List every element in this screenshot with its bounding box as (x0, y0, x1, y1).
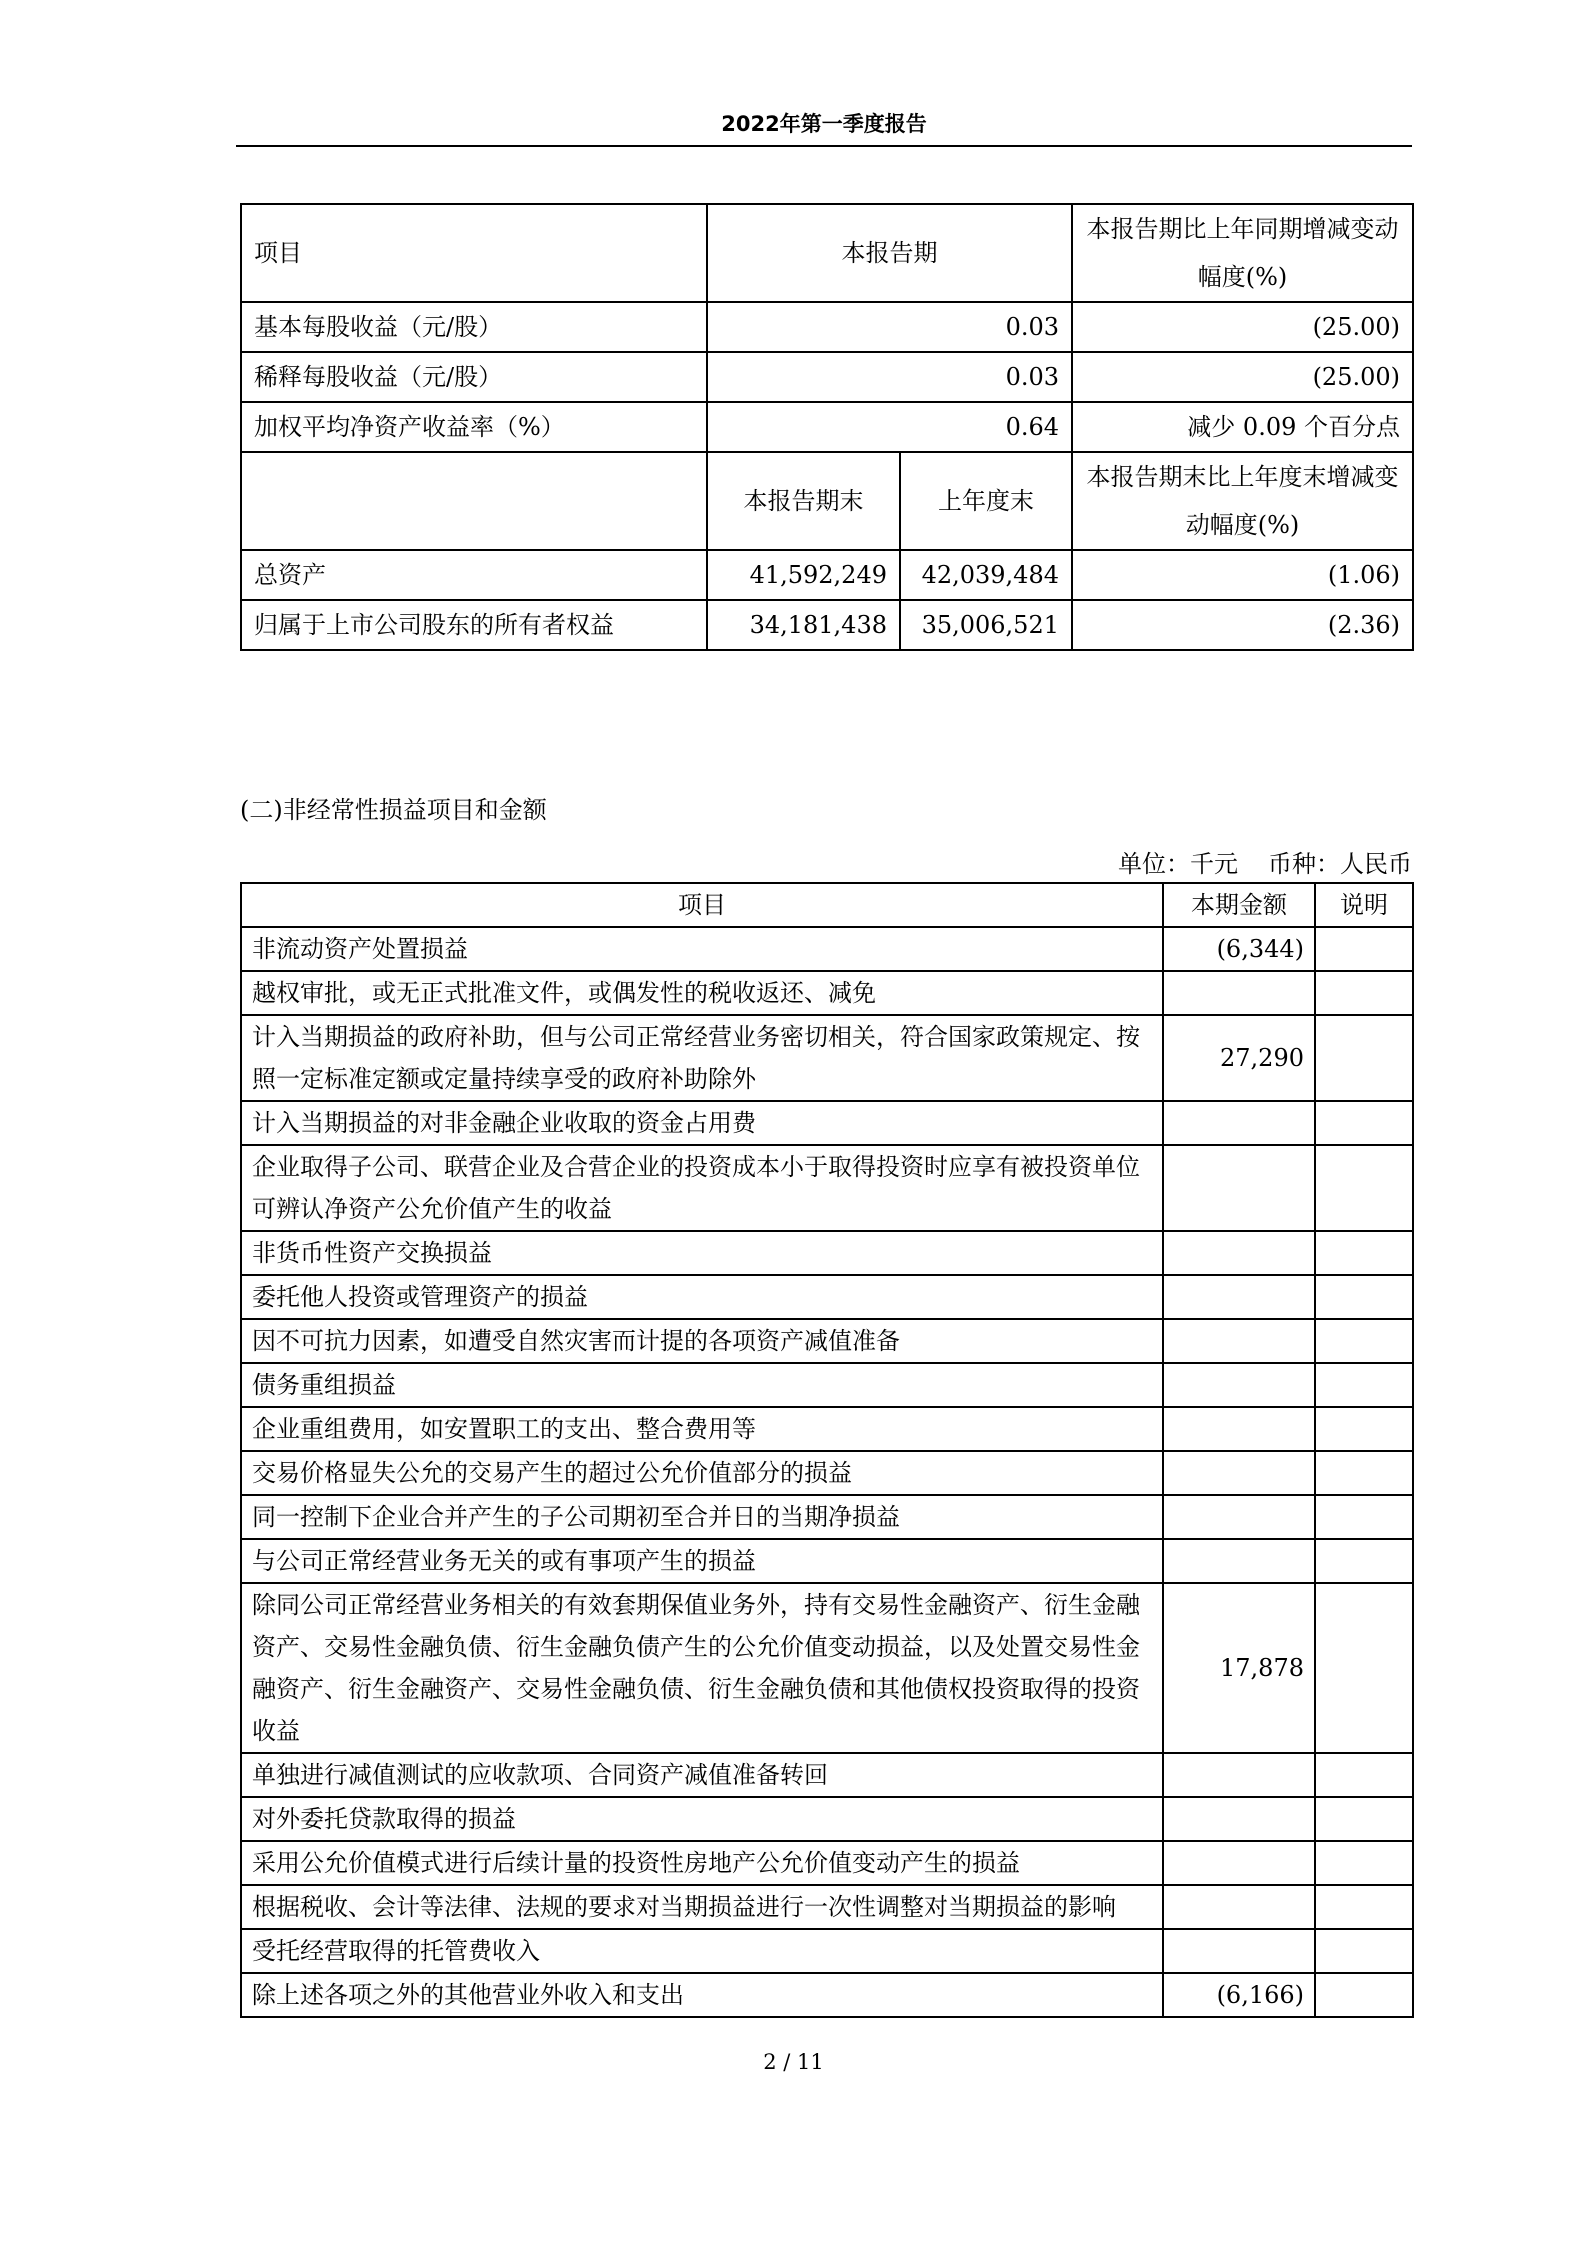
table-row (241, 1451, 1413, 1495)
row-amount (1163, 1231, 1315, 1275)
row-item: 总资产 (241, 550, 707, 600)
row-amount (1163, 1319, 1315, 1363)
table-row (241, 1929, 1413, 1973)
table-row (241, 927, 1413, 971)
row-amount: (6,344) (1163, 927, 1315, 971)
subheader-period-end: 本报告期末 (707, 452, 900, 550)
row-item: 同一控制下企业合并产生的子公司期初至合并日的当期净损益 (241, 1495, 1163, 1539)
row-note (1315, 1275, 1413, 1319)
row-note (1315, 1929, 1413, 1973)
table-subheader-row (241, 452, 1413, 550)
table-row (241, 1015, 1413, 1101)
row-amount (1163, 1797, 1315, 1841)
page-header-title: 2022年第一季度报告 (721, 112, 927, 136)
subheader-change: 本报告期末比上年度末增减变动幅度(%) (1072, 452, 1413, 550)
row-note (1315, 1495, 1413, 1539)
subheader-prev-year-end: 上年度末 (900, 452, 1072, 550)
table-row (241, 1885, 1413, 1929)
row-note (1315, 971, 1413, 1015)
row-item: 企业取得子公司、联营企业及合营企业的投资成本小于取得投资时应享有被投资单位可辨认净资产公允价值产生的收益 (241, 1145, 1163, 1231)
table-row (241, 1495, 1413, 1539)
row-item: 单独进行减值测试的应收款项、合同资产减值准备转回 (241, 1753, 1163, 1797)
row-item: 企业重组费用，如安置职工的支出、整合费用等 (241, 1407, 1163, 1451)
page-number: 2 / 11 (763, 2050, 824, 2074)
header-period: 本报告期 (707, 204, 1072, 302)
row-item: 交易价格显失公允的交易产生的超过公允价值部分的损益 (241, 1451, 1163, 1495)
table-row (241, 1275, 1413, 1319)
unit-currency-line (240, 844, 1412, 879)
row-item: 计入当期损益的政府补助，但与公司正常经营业务密切相关，符合国家政策规定、按照一定标准定额或定量持续享受的政府补助除外 (241, 1015, 1163, 1101)
row-item: 归属于上市公司股东的所有者权益 (241, 600, 707, 650)
non-recurring-items-table (240, 882, 1414, 2018)
row-amount (1163, 1539, 1315, 1583)
row-amount (1163, 1275, 1315, 1319)
row-amount: 17,878 (1163, 1583, 1315, 1753)
header-item: 项目 (241, 204, 707, 302)
row-prev-year-end: 42,039,484 (900, 550, 1072, 600)
row-amount: 27,290 (1163, 1015, 1315, 1101)
row-change: (25.00) (1072, 352, 1413, 402)
row-note (1315, 1451, 1413, 1495)
row-item: 越权审批，或无正式批准文件，或偶发性的税收返还、减免 (241, 971, 1163, 1015)
table-row (241, 1319, 1413, 1363)
row-item: 加权平均净资产收益率（%） (241, 402, 707, 452)
row-note (1315, 1145, 1413, 1231)
row-note (1315, 1319, 1413, 1363)
row-item: 采用公允价值模式进行后续计量的投资性房地产公允价值变动产生的损益 (241, 1841, 1163, 1885)
header-amount: 本期金额 (1163, 883, 1315, 927)
row-amount (1163, 1451, 1315, 1495)
row-amount (1163, 1407, 1315, 1451)
row-item: 对外委托贷款取得的损益 (241, 1797, 1163, 1841)
row-note (1315, 1973, 1413, 2017)
row-note (1315, 1015, 1413, 1101)
row-value: 0.03 (707, 302, 1072, 352)
row-note (1315, 1101, 1413, 1145)
row-note (1315, 927, 1413, 971)
table-row (241, 1539, 1413, 1583)
row-amount (1163, 1363, 1315, 1407)
row-note (1315, 1231, 1413, 1275)
row-item: 委托他人投资或管理资产的损益 (241, 1275, 1163, 1319)
row-note (1315, 1363, 1413, 1407)
table-row (241, 1797, 1413, 1841)
row-item: 计入当期损益的对非金融企业收取的资金占用费 (241, 1101, 1163, 1145)
row-note (1315, 1797, 1413, 1841)
table-row (241, 352, 1413, 402)
table-row (241, 1101, 1413, 1145)
row-period-end: 34,181,438 (707, 600, 900, 650)
key-indicators-table (240, 203, 1414, 651)
row-value: 0.64 (707, 402, 1072, 452)
currency-label: 币种：人民币 (1268, 850, 1412, 878)
row-amount (1163, 1753, 1315, 1797)
table-row (241, 402, 1413, 452)
row-note (1315, 1841, 1413, 1885)
row-change: (25.00) (1072, 302, 1413, 352)
row-item: 债务重组损益 (241, 1363, 1163, 1407)
table-row (241, 550, 1413, 600)
row-amount (1163, 1841, 1315, 1885)
row-item: 除同公司正常经营业务相关的有效套期保值业务外，持有交易性金融资产、衍生金融资产、交易性金融负债、衍生金融负债产生的公允价值变动损益，以及处置交易性金融资产、衍生金融资产、交易性金融负债、衍生金融负债和其他债权投资取得的投资收益 (241, 1583, 1163, 1753)
row-item: 基本每股收益（元/股） (241, 302, 707, 352)
table-header-row (241, 883, 1413, 927)
row-item: 稀释每股收益（元/股） (241, 352, 707, 402)
subheader-empty (241, 452, 707, 550)
row-change: (1.06) (1072, 550, 1413, 600)
row-amount (1163, 971, 1315, 1015)
table-row (241, 600, 1413, 650)
row-item: 非流动资产处置损益 (241, 927, 1163, 971)
table-header-row (241, 204, 1413, 302)
row-amount (1163, 1495, 1315, 1539)
row-item: 受托经营取得的托管费收入 (241, 1929, 1163, 1973)
row-value: 0.03 (707, 352, 1072, 402)
row-note (1315, 1583, 1413, 1753)
table-row (241, 971, 1413, 1015)
table-row (241, 1231, 1413, 1275)
table-row (241, 1973, 1413, 2017)
row-amount: (6,166) (1163, 1973, 1315, 2017)
row-amount (1163, 1101, 1315, 1145)
unit-label: 单位：千元 (1118, 850, 1238, 878)
table-row (241, 1363, 1413, 1407)
row-amount (1163, 1885, 1315, 1929)
row-amount (1163, 1145, 1315, 1231)
row-item: 与公司正常经营业务无关的或有事项产生的损益 (241, 1539, 1163, 1583)
row-period-end: 41,592,249 (707, 550, 900, 600)
row-item: 除上述各项之外的其他营业外收入和支出 (241, 1973, 1163, 2017)
row-change: (2.36) (1072, 600, 1413, 650)
row-note (1315, 1407, 1413, 1451)
row-change: 减少 0.09 个百分点 (1072, 402, 1413, 452)
header-divider (236, 145, 1412, 147)
row-item: 非货币性资产交换损益 (241, 1231, 1163, 1275)
table-row (241, 1407, 1413, 1451)
table-row (241, 1753, 1413, 1797)
table-row (241, 1145, 1413, 1231)
table-row (241, 1583, 1413, 1753)
row-note (1315, 1539, 1413, 1583)
row-note (1315, 1885, 1413, 1929)
row-item: 根据税收、会计等法律、法规的要求对当期损益进行一次性调整对当期损益的影响 (241, 1885, 1163, 1929)
row-item: 因不可抗力因素，如遭受自然灾害而计提的各项资产减值准备 (241, 1319, 1163, 1363)
row-prev-year-end: 35,006,521 (900, 600, 1072, 650)
header-change: 本报告期比上年同期增减变动幅度(%) (1072, 204, 1413, 302)
row-amount (1163, 1929, 1315, 1973)
table-row (241, 302, 1413, 352)
header-item: 项目 (241, 883, 1163, 927)
table-row (241, 1841, 1413, 1885)
row-note (1315, 1753, 1413, 1797)
header-note: 说明 (1315, 883, 1413, 927)
section-heading: (二)非经常性损益项目和金额 (240, 796, 547, 824)
